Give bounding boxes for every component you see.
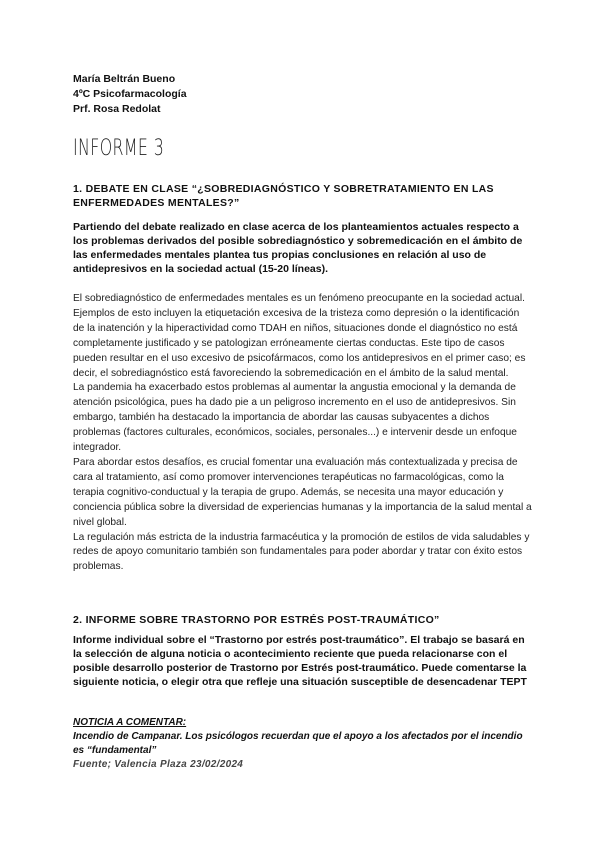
paragraph: El sobrediagnóstico de enfermedades mentales es un fenómeno preocupante en la sociedad actual. Ejemplos de esto incluyen la etiquetación excesiva de la tristeza como depresión o la identificación de la inatención y la hiperactividad como TDAH en niños, situaciones donde el diagnóstico no está completamente justificado y se patologizan erróneamente ciertas conductas. Este tipo de casos pueden resultar en el uso excesivo de psicofármacos, como los antidepresivos en el primer caso; es decir, el sobrediagnóstico está favoreciendo la sobremedicación en el ámbito de la salud mental. bbox=[73, 293, 526, 379]
author-block bbox=[73, 72, 187, 117]
news-headline: Incendio de Campanar. Los psicólogos recuerdan que el apoyo a los afectados por el incendio es “fundamental” bbox=[73, 731, 523, 756]
professor-name: Prf. Rosa Redolat bbox=[73, 103, 161, 115]
paragraph: La regulación más estricta de la industria farmacéutica y la promoción de estilos de vida saludables y redes de apoyo comunitario también son fundamentales para poder abordar y tratar con éxito estos problemas. bbox=[73, 531, 530, 573]
section2-prompt: Informe individual sobre el “Trastorno por estrés post-traumático”. El trabajo se basará en la selección de alguna noticia o acontecimiento reciente que pueda relacionarse con el posible desarrollo posterior de Trastorno por Estrés post-traumático. Puede comentarse la siguiente noticia, o elegir otra que refleje una situación susceptible de desencadenar TEPT bbox=[73, 634, 527, 688]
paragraph: La pandemia ha exacerbado estos problemas al aumentar la angustia emocional y la demanda de atención psicológica, pues ha dado pie a un peligroso incremento en el uso de antidepresivos. Sin embargo, también ha destacado la importancia de abordar las causas subyacentes a dichos problemas (factores culturales, económicos, sociales, personales...) e intervenir desde un enfoque integrador. bbox=[73, 382, 517, 454]
section1-body bbox=[73, 292, 533, 575]
report-title: INFORME 3 bbox=[73, 136, 165, 161]
section1-prompt: Partiendo del debate realizado en clase acerca de los planteamientos actuales respecto a los problemas derivados del posible sobrediagnóstico y sobremedicación en el ámbito de las enfermedades mentales plantea tus propias conclusiones en relación al uso de antidepresivos en la sociedad actual (15-20 líneas). bbox=[73, 221, 523, 275]
news-source: Fuente; Valencia Plaza 23/02/2024 bbox=[73, 759, 244, 770]
news-label: NOTICIA A COMENTAR: bbox=[73, 717, 187, 728]
paragraph: Para abordar estos desafíos, es crucial fomentar una evaluación más contextualizada y precisa de cara al tratamiento, así como promover intervenciones terapéuticas no farmacológicas, como la terapia cognitivo-conductual y la terapia de grupo. Además, se necesita una mayor educación y conciencia pública sobre la diversidad de experiencias humanas y la importancia de la salud mental a nivel global. bbox=[73, 456, 532, 528]
course-name: 4ºC Psicofarmacología bbox=[73, 88, 187, 100]
section1-heading: 1. DEBATE EN CLASE “¿SOBREDIAGNÓSTICO Y SOBRETRATAMIENTO EN LAS ENFERMEDADES MENTALES?” bbox=[73, 183, 494, 209]
section2-heading: 2. INFORME SOBRE TRASTORNO POR ESTRÉS POST-TRAUMÁTICO” bbox=[73, 614, 440, 626]
news-block bbox=[73, 716, 533, 772]
author-name: María Beltrán Bueno bbox=[73, 73, 176, 85]
